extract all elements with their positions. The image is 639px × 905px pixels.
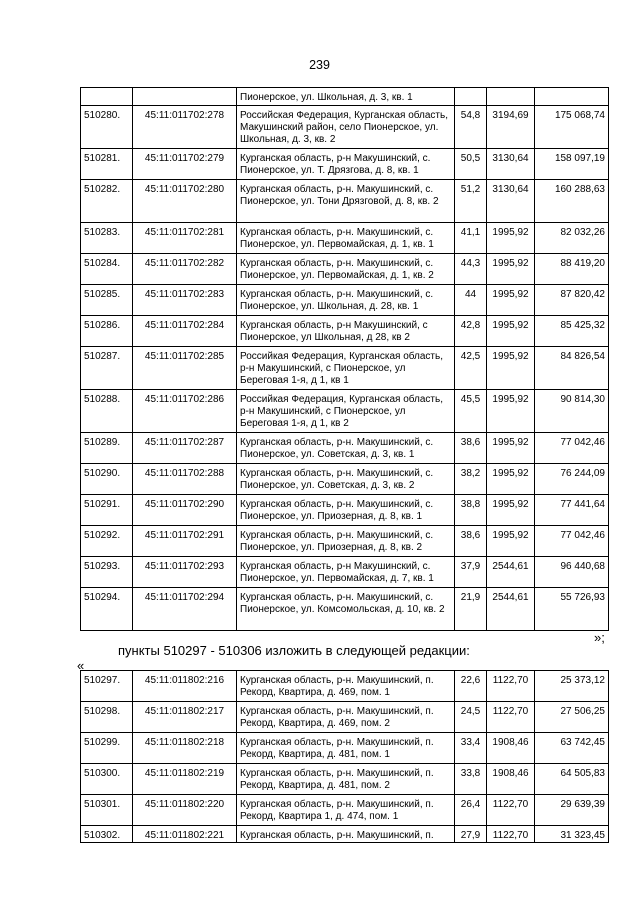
table-cell-price: 1122,70 xyxy=(487,702,535,733)
table-cell-address: Пионерское, ул. Школьная, д. 3, кв. 1 xyxy=(237,88,455,106)
table-cell-cost: 29 639,39 xyxy=(535,795,609,826)
table-cell-price: 1995,92 xyxy=(487,433,535,464)
table-row-continuation xyxy=(81,88,609,106)
table-cell-address: Российкая Федерация, Курганская область, р-н Макушинский, с Пионерское, ул Береговая 1-я, д 1, кв 1 xyxy=(237,347,455,390)
table-cell-price: 1995,92 xyxy=(487,390,535,433)
table-cell-cadastral: 45:11:011702:284 xyxy=(133,316,237,347)
table-cell-cost xyxy=(535,88,609,106)
table-cell-number: 510292. xyxy=(81,526,133,557)
table-cell-area: 54,8 xyxy=(455,106,487,149)
table-cell-cost: 63 742,45 xyxy=(535,733,609,764)
table-cell-area: 26,4 xyxy=(455,795,487,826)
table-cell-number xyxy=(81,88,133,106)
table-cell-cost: 88 419,20 xyxy=(535,254,609,285)
table-cell-cost: 77 042,46 xyxy=(535,526,609,557)
table-cell-price: 1995,92 xyxy=(487,254,535,285)
table-cell-area: 38,8 xyxy=(455,495,487,526)
table-cell-area: 50,5 xyxy=(455,149,487,180)
table-cell-number: 510289. xyxy=(81,433,133,464)
table-cell-address: Курганская область, р-н. Макушинский, п. Рекорд, Квартира 1, д. 474, пом. 1 xyxy=(237,795,455,826)
table-cell-area xyxy=(455,88,487,106)
table-cell-number: 510293. xyxy=(81,557,133,588)
table-cell-area: 21,9 xyxy=(455,588,487,631)
table-cell-price: 1995,92 xyxy=(487,464,535,495)
table-cell-area: 44 xyxy=(455,285,487,316)
table-cell-cadastral: 45:11:011702:279 xyxy=(133,149,237,180)
table-cell-area: 41,1 xyxy=(455,223,487,254)
table-cell-cadastral xyxy=(133,88,237,106)
table-cell-cadastral: 45:11:011702:290 xyxy=(133,495,237,526)
table-row xyxy=(81,671,609,702)
table-cell-area: 51,2 xyxy=(455,180,487,223)
table-row xyxy=(81,433,609,464)
table-cell-cadastral: 45:11:011702:285 xyxy=(133,347,237,390)
opening-quote: « xyxy=(77,658,85,673)
table-cell-area: 27,9 xyxy=(455,826,487,843)
table-cell-address: Курганская область, р-н. Макушинский, с. Пионерское, ул. Приозерная, д. 8, кв. 2 xyxy=(237,526,455,557)
table-cell-price: 1995,92 xyxy=(487,285,535,316)
table-cell-price: 2544,61 xyxy=(487,588,535,631)
table-cell-price: 1995,92 xyxy=(487,347,535,390)
table-cell-address: Курганская область, р-н. Макушинский, п. Рекорд, Квартира, д. 469, пом. 2 xyxy=(237,702,455,733)
table-cell-number: 510282. xyxy=(81,180,133,223)
table-cell-number: 510301. xyxy=(81,795,133,826)
table-cell-cost: 160 288,63 xyxy=(535,180,609,223)
table-row xyxy=(81,764,609,795)
table-cell-cost: 76 244,09 xyxy=(535,464,609,495)
table-row xyxy=(81,495,609,526)
table-cell-number: 510294. xyxy=(81,588,133,631)
table-cell-cost: 82 032,26 xyxy=(535,223,609,254)
table-cell-price: 1122,70 xyxy=(487,795,535,826)
table-cell-address: Российкая Федерация, Курганская область, р-н Макушинский, с Пионерское, ул Береговая 1-я, д 1, кв 2 xyxy=(237,390,455,433)
table-cell-cadastral: 45:11:011802:218 xyxy=(133,733,237,764)
table-cell-address: Курганская область, р-н Макушинский, с. Пионерское, ул. Т. Дрязгова, д. 8, кв. 1 xyxy=(237,149,455,180)
table-cell-number: 510281. xyxy=(81,149,133,180)
table-cell-cadastral: 45:11:011802:220 xyxy=(133,795,237,826)
table-cell-cadastral: 45:11:011802:221 xyxy=(133,826,237,843)
table-row xyxy=(81,390,609,433)
table-row xyxy=(81,795,609,826)
table-cell-area: 33,8 xyxy=(455,764,487,795)
table-cell-cadastral: 45:11:011702:291 xyxy=(133,526,237,557)
table-cell-number: 510280. xyxy=(81,106,133,149)
table-cell-area: 44,3 xyxy=(455,254,487,285)
table-cell-address: Российская Федерация, Курганская область, Макушинский район, село Пионерское, ул. Школьная, д. 3, кв. 2 xyxy=(237,106,455,149)
table-row xyxy=(81,702,609,733)
amendment-instruction: пункты 510297 - 510306 изложить в следующей редакции: xyxy=(118,643,470,658)
table-cell-address: Курганская область, р-н. Макушинский, с. Пионерское, ул. Советская, д. 3, кв. 2 xyxy=(237,464,455,495)
table-cell-area: 33,4 xyxy=(455,733,487,764)
table-cell-cadastral: 45:11:011802:219 xyxy=(133,764,237,795)
table-cell-area: 38,2 xyxy=(455,464,487,495)
table-cell-cost: 64 505,83 xyxy=(535,764,609,795)
table-cell-area: 45,5 xyxy=(455,390,487,433)
table-cell-number: 510302. xyxy=(81,826,133,843)
table-cell-price: 1995,92 xyxy=(487,223,535,254)
table-cell-number: 510283. xyxy=(81,223,133,254)
table-cell-address: Курганская область, р-н. Макушинский, с. Пионерское, ул. Первомайская, д. 1, кв. 1 xyxy=(237,223,455,254)
table-cell-cadastral: 45:11:011702:294 xyxy=(133,588,237,631)
table-cell-cost: 158 097,19 xyxy=(535,149,609,180)
table-row xyxy=(81,557,609,588)
table-cell-price: 3130,64 xyxy=(487,149,535,180)
table-cell-number: 510300. xyxy=(81,764,133,795)
table-row xyxy=(81,733,609,764)
table-row xyxy=(81,347,609,390)
table-cell-address: Курганская область, р-н. Макушинский, п. Рекорд, Квартира, д. 481, пом. 2 xyxy=(237,764,455,795)
table-cell-price: 3194,69 xyxy=(487,106,535,149)
table-cell-address: Курганская область, р-н. Макушинский, п. Рекорд, Квартира, д. 481, пом. 1 xyxy=(237,733,455,764)
table-row xyxy=(81,826,609,843)
table-row xyxy=(81,254,609,285)
table-cell-number: 510286. xyxy=(81,316,133,347)
table-cell-price: 1995,92 xyxy=(487,316,535,347)
table-cell-cost: 90 814,30 xyxy=(535,390,609,433)
table-cell-address: Курганская область, р-н. Макушинский, п. xyxy=(237,826,455,843)
table-cell-address: Курганская область, р-н. Макушинский, п. Рекорд, Квартира, д. 469, пом. 1 xyxy=(237,671,455,702)
table-cell-number: 510288. xyxy=(81,390,133,433)
table-cell-cost: 87 820,42 xyxy=(535,285,609,316)
closing-quote: »; xyxy=(594,630,605,645)
table-cell-area: 24,5 xyxy=(455,702,487,733)
table-cell-cadastral: 45:11:011702:278 xyxy=(133,106,237,149)
registry-table-1 xyxy=(80,87,609,631)
table-cell-cadastral: 45:11:011702:281 xyxy=(133,223,237,254)
table-cell-number: 510297. xyxy=(81,671,133,702)
table-cell-cost: 175 068,74 xyxy=(535,106,609,149)
table-cell-address: Курганская область, р-н. Макушинский, с. Пионерское, ул. Приозерная, д. 8, кв. 1 xyxy=(237,495,455,526)
table-cell-cadastral: 45:11:011802:216 xyxy=(133,671,237,702)
table-cell-cost: 25 373,12 xyxy=(535,671,609,702)
table-cell-cadastral: 45:11:011702:288 xyxy=(133,464,237,495)
table-cell-price: 1122,70 xyxy=(487,671,535,702)
table-cell-area: 42,8 xyxy=(455,316,487,347)
table-cell-cadastral: 45:11:011702:280 xyxy=(133,180,237,223)
table-cell-price: 1995,92 xyxy=(487,495,535,526)
table-cell-number: 510290. xyxy=(81,464,133,495)
table-cell-area: 37,9 xyxy=(455,557,487,588)
table-cell-cadastral: 45:11:011702:282 xyxy=(133,254,237,285)
page-number: 239 xyxy=(309,58,330,72)
table-cell-price: 1908,46 xyxy=(487,733,535,764)
table-cell-address: Курганская область, р-н. Макушинский, с. Пионерское, ул. Советская, д. 3, кв. 1 xyxy=(237,433,455,464)
registry-table-2 xyxy=(80,670,609,843)
table-cell-area: 38,6 xyxy=(455,526,487,557)
table-row xyxy=(81,223,609,254)
table-cell-address: Курганская область, р-н. Макушинский, с. Пионерское, ул. Тони Дрязговой, д. 8, кв. 2 xyxy=(237,180,455,223)
table-row xyxy=(81,149,609,180)
table-cell-cost: 84 826,54 xyxy=(535,347,609,390)
table-cell-number: 510298. xyxy=(81,702,133,733)
table-cell-cost: 85 425,32 xyxy=(535,316,609,347)
table-cell-price: 2544,61 xyxy=(487,557,535,588)
table-cell-number: 510291. xyxy=(81,495,133,526)
table-cell-price: 1908,46 xyxy=(487,764,535,795)
table-cell-price: 1995,92 xyxy=(487,526,535,557)
table-cell-cadastral: 45:11:011802:217 xyxy=(133,702,237,733)
table-cell-cost: 27 506,25 xyxy=(535,702,609,733)
table-cell-area: 42,5 xyxy=(455,347,487,390)
table-cell-cost: 96 440,68 xyxy=(535,557,609,588)
table-row xyxy=(81,316,609,347)
table-cell-cadastral: 45:11:011702:293 xyxy=(133,557,237,588)
table-cell-price: 1122,70 xyxy=(487,826,535,843)
table-cell-cost: 77 042,46 xyxy=(535,433,609,464)
table-cell-number: 510284. xyxy=(81,254,133,285)
table-cell-address: Курганская область, р-н. Макушинский, с. Пионерское, ул. Школьная, д. 28, кв. 1 xyxy=(237,285,455,316)
table-cell-cost: 55 726,93 xyxy=(535,588,609,631)
table-cell-address: Курганская область, р-н. Макушинский, с. Пионерское, ул. Комсомольская, д. 10, кв. 2 xyxy=(237,588,455,631)
table-row xyxy=(81,464,609,495)
table-row xyxy=(81,106,609,149)
table-cell-number: 510287. xyxy=(81,347,133,390)
table-cell-price xyxy=(487,88,535,106)
table-cell-address: Курганская область, р-н Макушинский, с Пионерское, ул Школьная, д 28, кв 2 xyxy=(237,316,455,347)
table-cell-cadastral: 45:11:011702:283 xyxy=(133,285,237,316)
table-row xyxy=(81,180,609,223)
table-row xyxy=(81,285,609,316)
table-cell-address: Курганская область, р-н Макушинский, с. Пионерское, ул. Первомайская, д. 7, кв. 1 xyxy=(237,557,455,588)
table-cell-cost: 77 441,64 xyxy=(535,495,609,526)
table-cell-area: 38,6 xyxy=(455,433,487,464)
table-cell-price: 3130,64 xyxy=(487,180,535,223)
table-cell-number: 510299. xyxy=(81,733,133,764)
table-row xyxy=(81,526,609,557)
table-row xyxy=(81,588,609,631)
table-cell-cadastral: 45:11:011702:287 xyxy=(133,433,237,464)
table-cell-area: 22,6 xyxy=(455,671,487,702)
table-cell-cost: 31 323,45 xyxy=(535,826,609,843)
table-cell-address: Курганская область, р-н. Макушинский, с. Пионерское, ул. Первомайская, д. 1, кв. 2 xyxy=(237,254,455,285)
table-cell-number: 510285. xyxy=(81,285,133,316)
table-cell-cadastral: 45:11:011702:286 xyxy=(133,390,237,433)
